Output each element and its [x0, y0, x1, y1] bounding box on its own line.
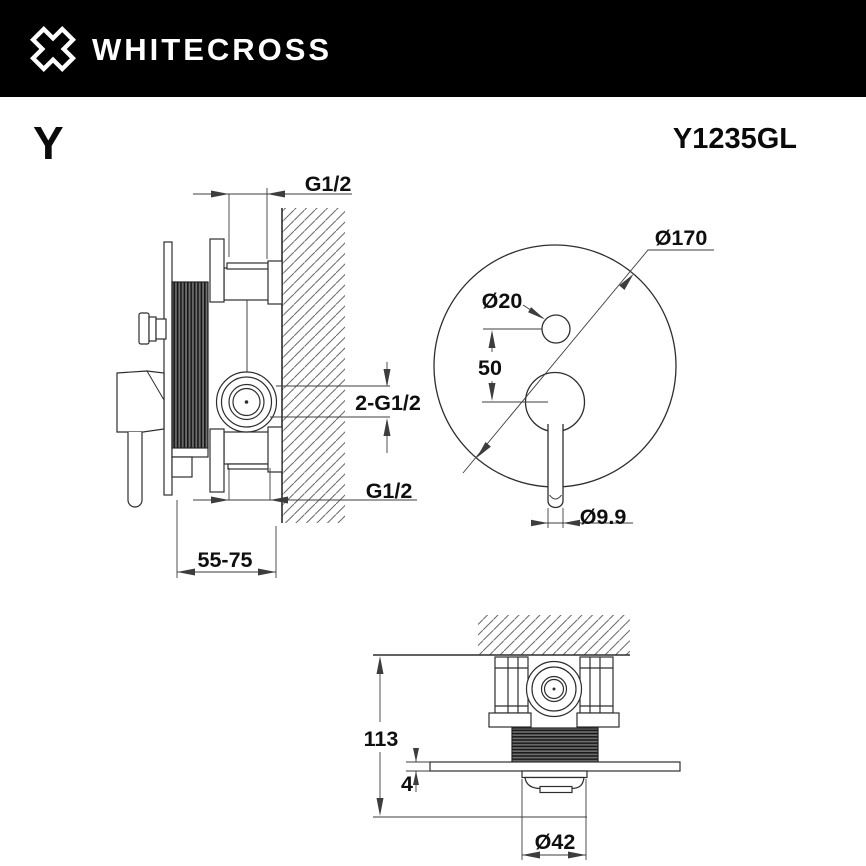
diverter-knob [139, 313, 166, 344]
cartridge-circles [217, 372, 277, 432]
technical-drawing [0, 97, 866, 866]
model-number: Y1235GL [672, 123, 797, 155]
handle-stem [548, 424, 563, 508]
wall-hatch [282, 208, 345, 523]
right-fitting [577, 657, 619, 727]
left-fitting [489, 657, 531, 727]
dim-diverter-diameter-label: Ø20 [481, 289, 523, 313]
whitecross-x-logo-icon [26, 21, 80, 77]
escutcheon-plate-edge [430, 762, 680, 771]
dim-outlets-label: 2-G1/2 [355, 391, 421, 415]
bottom-view-drawing [373, 615, 680, 793]
top-supply-fitting [210, 239, 282, 304]
threaded-collar [512, 728, 598, 762]
handle-base-cap [522, 771, 587, 793]
dim-bottom-thread-label: G1/2 [365, 479, 413, 503]
escutcheon-plate-side [164, 242, 172, 495]
brand-name: WHITECROSS [92, 31, 333, 67]
wall-hatch-bottom [478, 615, 630, 655]
series-label: Y [33, 117, 64, 169]
dim-center-distance-label: 50 [478, 356, 502, 380]
valve-body-lower [172, 448, 208, 457]
lever-handle [117, 371, 164, 507]
dim-plate-thickness-label: 4 [401, 772, 413, 796]
cartridge-circles-bottom [527, 662, 582, 717]
dim-mount-depth-label: 55-75 [197, 548, 253, 572]
valve-body-lower-step [172, 457, 192, 477]
dim-cap-diameter-label: Ø42 [534, 830, 576, 854]
dim-top-thread-label: G1/2 [304, 172, 352, 196]
dim-plate-diameter-label: Ø170 [654, 226, 708, 250]
valve-body-striped [172, 282, 208, 448]
diverter-circle [542, 315, 570, 343]
header-bar [0, 0, 866, 97]
dim-height-label: 113 [363, 727, 399, 751]
bottom-supply-fitting [210, 427, 282, 492]
front-view-drawing [434, 245, 676, 508]
side-view-drawing [117, 208, 345, 523]
dim-lever-diameter-label: Ø9.9 [579, 505, 627, 529]
